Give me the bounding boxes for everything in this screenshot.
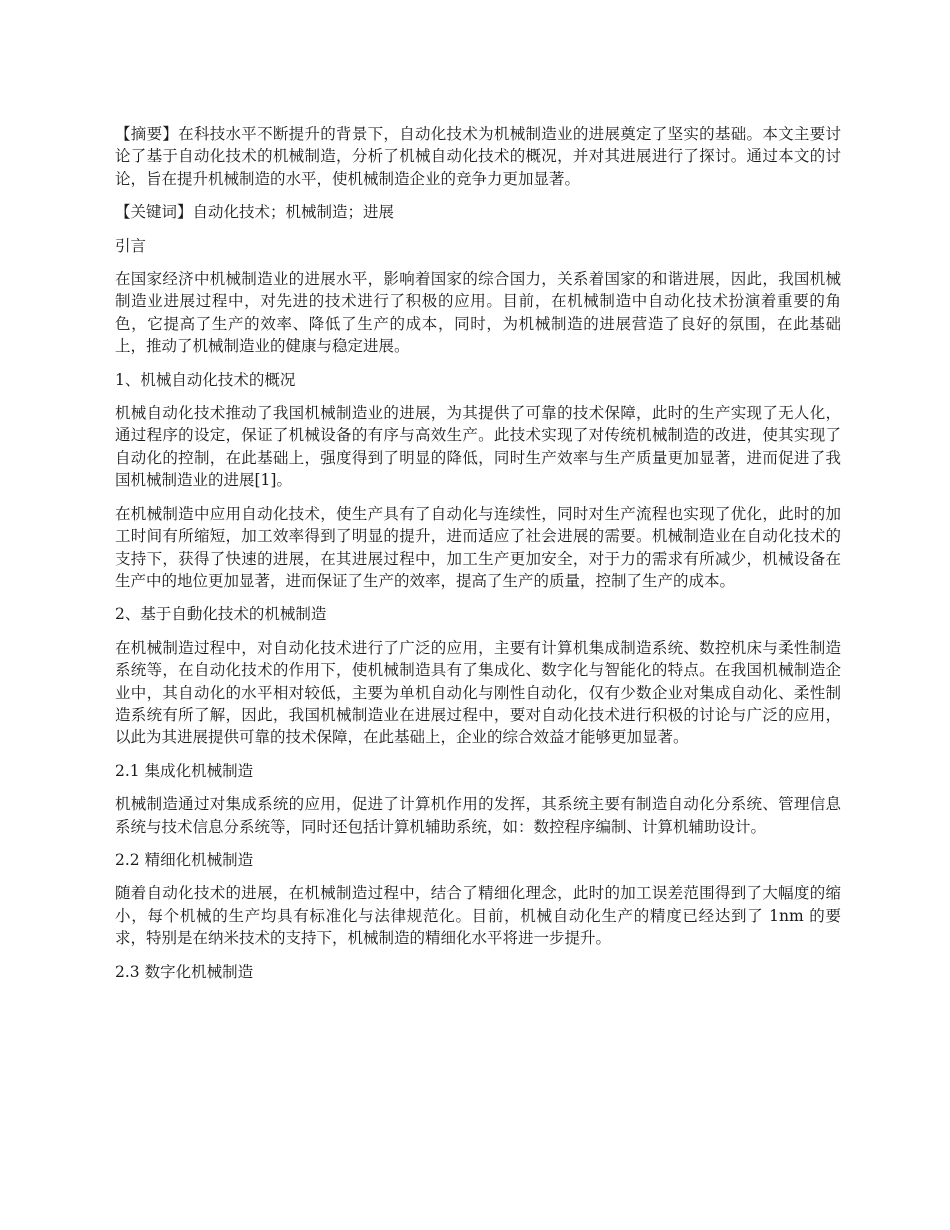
document-body (115, 123, 841, 994)
section-2-heading: 2、基于自動化技术的机械制造 (115, 605, 327, 624)
section-2-2-paragraph: 随着自动化技术的进展，在机械制造过程中，结合了精细化理念，此时的加工误差范围得到了大幅度的缩小，每个机械的生产均具有标准化与法律规范化。目前，机械自动化生产的精度已经达到了 1nm 的要求，特别是在纳米技术的支持下，机械制造的精细化水平将进一步提升。 (115, 884, 841, 948)
section-1-paragraph-1: 机械自动化技术推动了我国机械制造业的进展，为其提供了可靠的技术保障，此时的生产实现了无人化，通过程序的设定，保证了机械设备的有序与高效生产。此技术实现了对传统机械制造的改进，使其实现了自动化的控制，在此基础上，强度得到了明显的降低，同时生产效率与生产质量更加显著，进而促进了我国机械制造业的进展[1]。 (115, 404, 841, 490)
section-1-paragraph-2: 在机械制造中应用自动化技术，使生产具有了自动化与连续性，同时对生产流程也实现了优化，此时的加工时间有所缩短，加工效率得到了明显的提升，进而适应了社会进展的需要。机械制造业在自动化技术的支持下，获得了快速的进展，在其进展过程中，加工生产更加安全，对于力的需求有所减少，机械设备在生产中的地位更加显著，进而保证了生产的效率，提高了生产的质量，控制了生产的成本。 (115, 504, 841, 590)
section-2-1-heading: 2.1 集成化机械制造 (115, 761, 254, 780)
section-2-1-paragraph: 机械制造通过对集成系统的应用，促进了计算机作用的发挥，其系统主要有制造自动化分系统、管理信息系统与技术信息分系统等，同时还包括计算机辅助系统，如：数控程序编制、计算机辅助设计。 (115, 795, 841, 836)
keywords-paragraph: 【关键词】自动化技术；机械制造；进展 (115, 203, 395, 222)
section-2-paragraph: 在机械制造过程中，对自动化技术进行了广泛的应用，主要有计算机集成制造系统、数控机床与柔性制造系统等，在自动化技术的作用下，使机械制造具有了集成化、数字化与智能化的特点。在我国机械制造企业中，其自动化的水平相对较低，主要为单机自动化与刚性自动化，仅有少数企业对集成自动化、柔性制造系统有所了解，因此，我国机械制造业在进展过程中，要对自动化技术进行积极的讨论与广泛的应用，以此为其进展提供可靠的技术保障，在此基础上，企业的综合效益才能够更加显著。 (115, 638, 841, 747)
intro-heading: 引言 (115, 236, 147, 255)
section-2-3-heading: 2.3 数字化机械制造 (115, 962, 254, 981)
section-1-heading: 1、机械自动化技术的概况 (115, 370, 296, 389)
section-2-2-heading: 2.2 精细化机械制造 (115, 850, 254, 869)
abstract-paragraph: 【摘要】在科技水平不断提升的背景下，自动化技术为机械制造业的进展奠定了坚实的基础。本文主要讨论了基于自动化技术的机械制造，分析了机械自动化技术的概况，并对其进展进行了探讨。通过本文的讨论，旨在提升机械制造的水平，使机械制造企业的竞争力更加显著。 (115, 125, 841, 188)
intro-paragraph: 在国家经济中机械制造业的进展水平，影响着国家的综合国力，关系着国家的和谐进展，因此，我国机械制造业进展过程中，对先进的技术进行了积极的应用。目前，在机械制造中自动化技术扮演着重要的角色，它提高了生产的效率、降低了生产的成本，同时，为机械制造的进展营造了良好的氛围，在此基础上，推动了机械制造业的健康与稳定进展。 (115, 270, 841, 356)
